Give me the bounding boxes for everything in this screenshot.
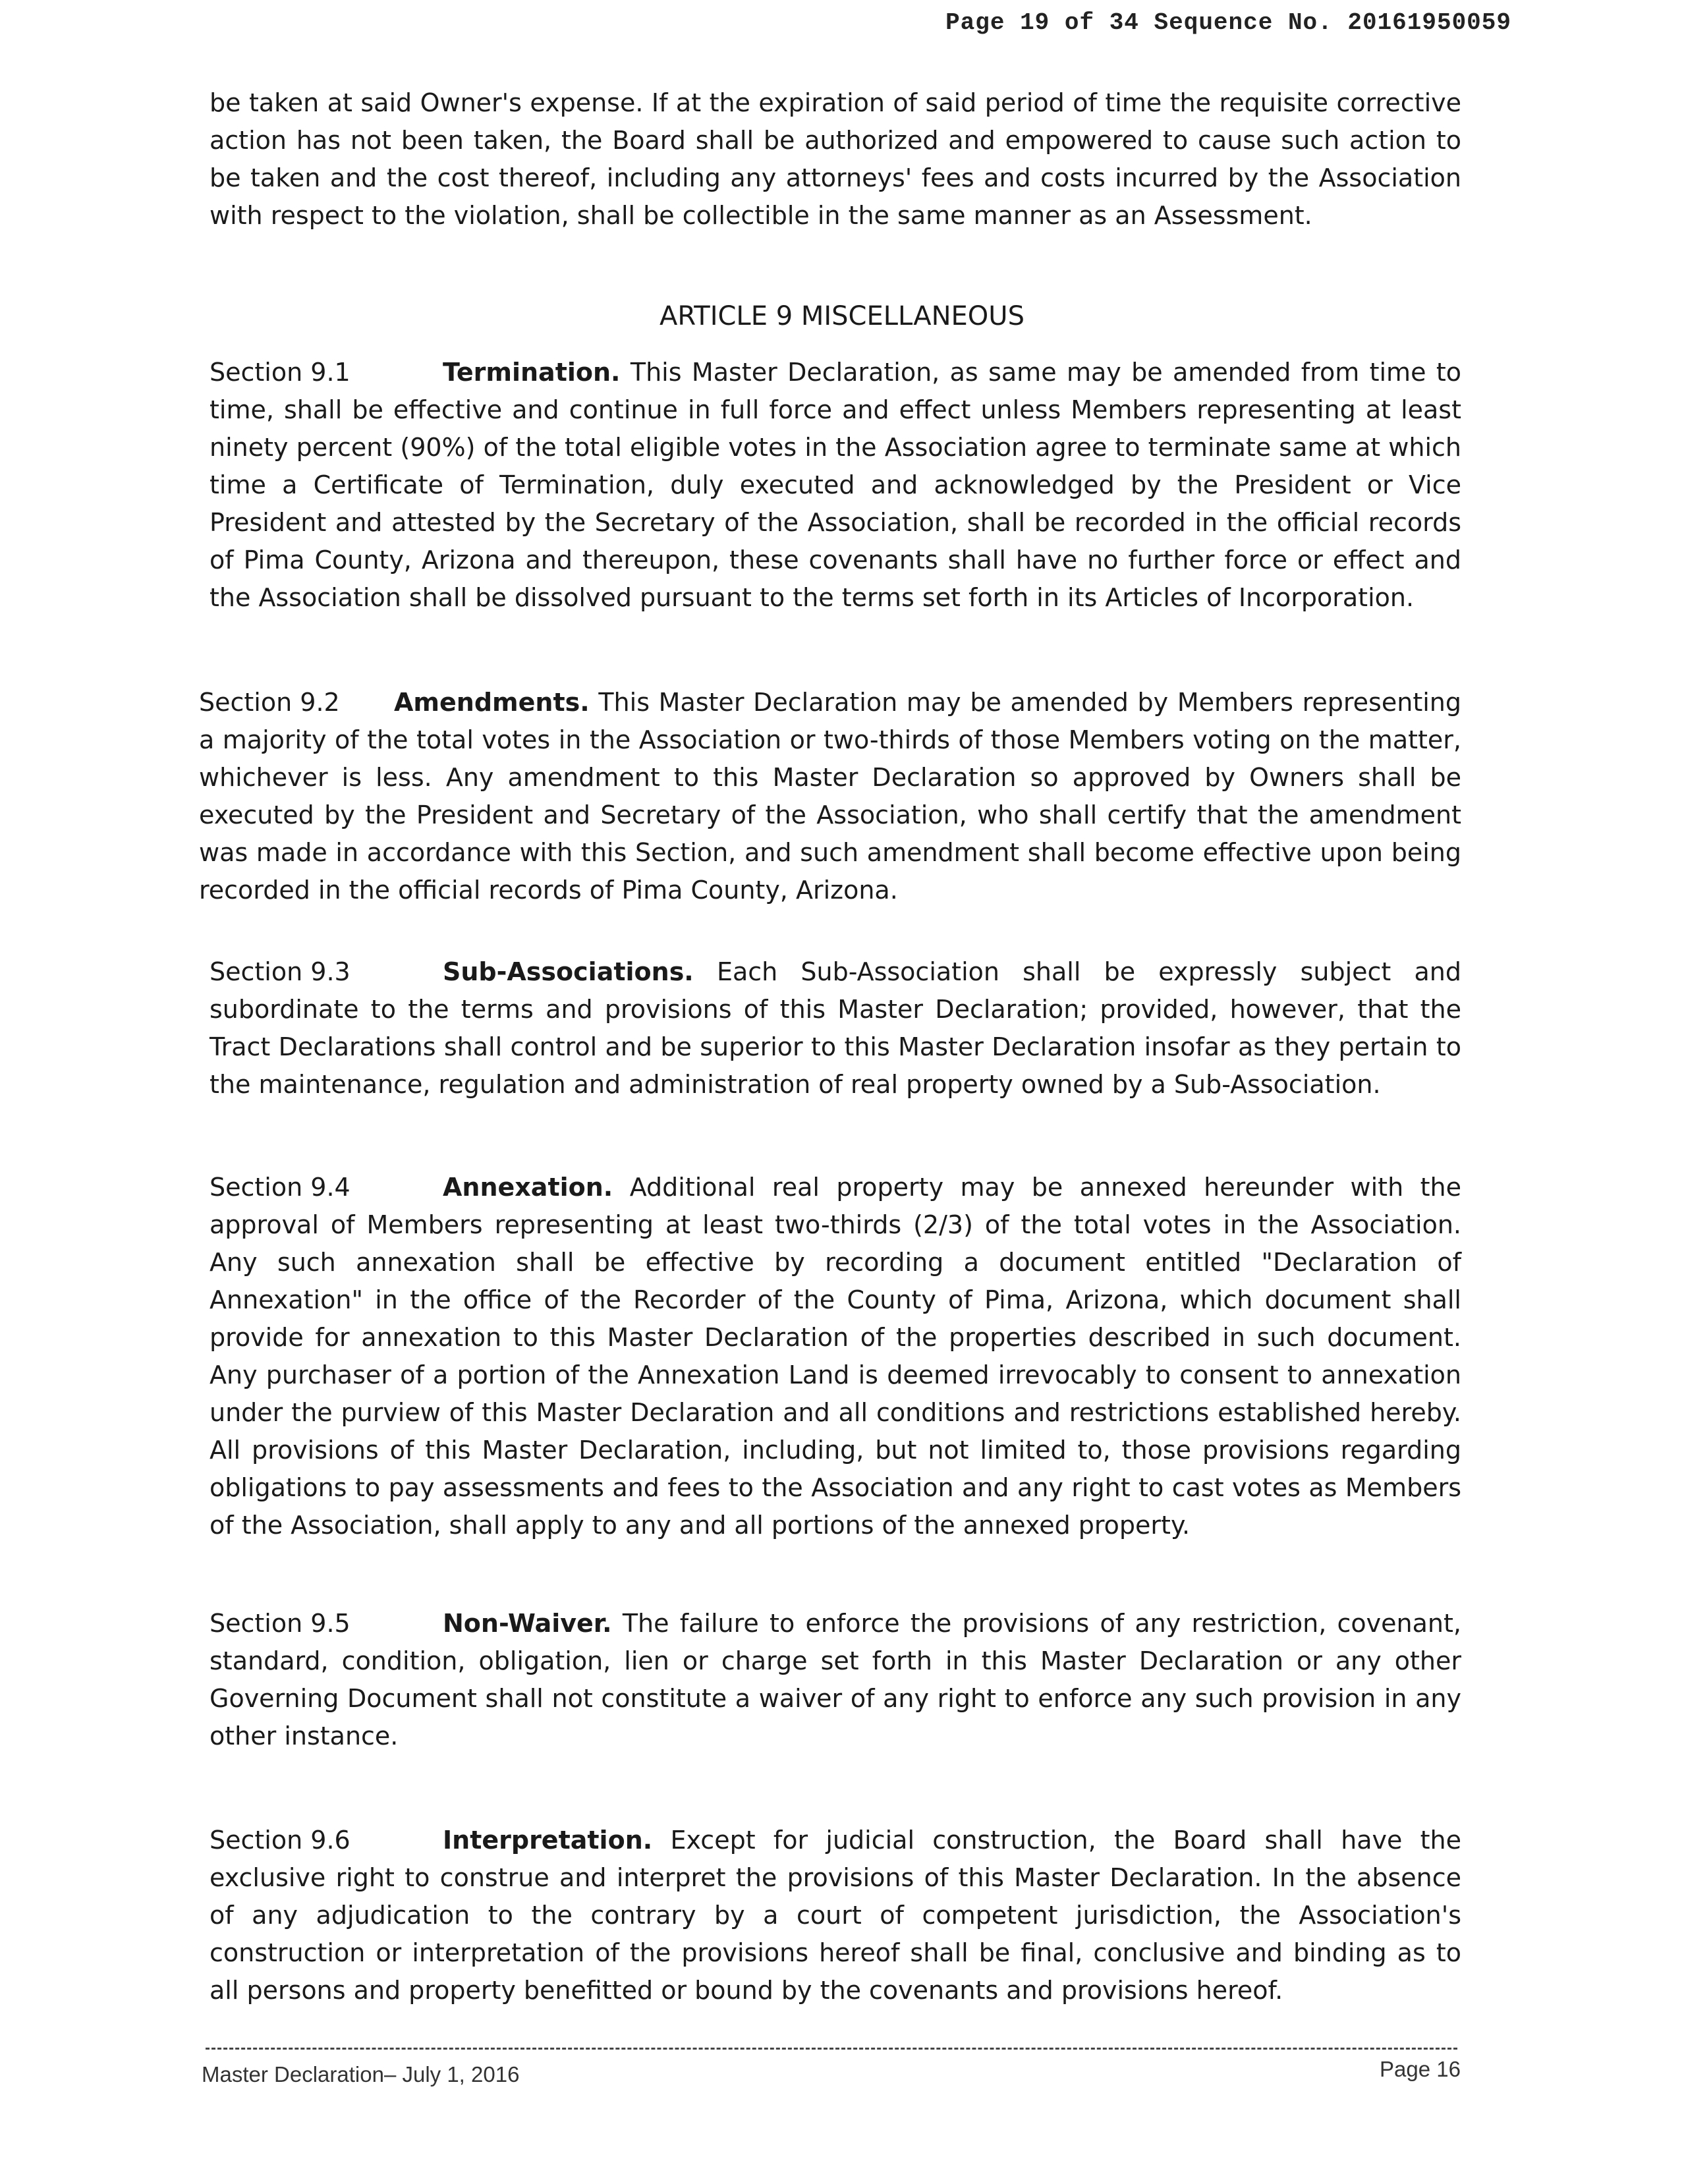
section-body: The failure to enforce the provisions of any restriction, covenant, standard, condition, obligation, lien or charge set forth in this Master Declaration or any other Governing Document shall not constitute a waiver of any right to enforce any such provision in any other instance.: [210, 1609, 1461, 1750]
section-number: Section 9.4: [210, 1173, 351, 1202]
section-title: Amendments.: [394, 688, 590, 717]
section-9-1: [210, 354, 1461, 617]
section-number: Section 9.1: [210, 358, 351, 387]
section-title: Annexation.: [443, 1173, 613, 1202]
section-body: Except for judicial construction, the Board shall have the exclusive right to construe and interpret the provisions of this Master Declaration. In the absence of any adjudication to the contrary by a court of competent jurisdiction, the Association's construction or interpretation of the provisions hereof shall be final, conclusive and binding as to all persons and property benefitted or bound by the covenants and provisions hereof.: [210, 1826, 1461, 2005]
section-title: Termination.: [443, 358, 621, 387]
footer-page-number: Page 16: [1380, 2057, 1461, 2081]
section-9-3: [210, 953, 1461, 1104]
section-body: Each Sub-Association shall be expressly subject and subordinate to the terms and provisions of this Master Declaration; provided, however, that the Tract Declarations shall control and be superior to this Master Declaration insofar as they pertain to the maintenance, regulation and administration of real property owned by a Sub-Association.: [210, 957, 1461, 1099]
section-9-2: [199, 684, 1461, 909]
section-title: Sub-Associations.: [443, 957, 694, 986]
section-body: This Master Declaration may be amended by Members representing a majority of the total votes in the Association or two-thirds of those Members voting on the matter, whichever is less. Any amendment to this Master Declaration so approved by Owners shall be executed by the President and Secretary of the Association, who shall certify that the amendment was made in accordance with this Section, and such amendment shall become effective upon being recorded in the official records of Pima County, Arizona.: [199, 688, 1461, 905]
section-number: Section 9.2: [199, 688, 340, 717]
section-number: Section 9.5: [210, 1609, 351, 1638]
footer-document-title: Master Declaration– July 1, 2016: [202, 2062, 520, 2086]
section-title: Interpretation.: [443, 1826, 653, 1855]
recording-stamp: Page 19 of 34 Sequence No. 20161950059: [945, 9, 1511, 36]
section-9-5: [210, 1605, 1461, 1755]
footer-divider: [206, 2048, 1457, 2050]
section-body: This Master Declaration, as same may be amended from time to time, shall be effective and continue in full force and effect unless Members representing at least ninety percent (90%) of the total eligible votes in the Association agree to terminate same at which time a Certificate of Termination, duly executed and acknowledged by the President or Vice President and attested by the Secretary of the Association, shall be recorded in the official records of Pima County, Arizona and thereupon, these covenants shall have no further force or effect and the Association shall be dissolved pursuant to the terms set forth in its Articles of Incorporation.: [210, 358, 1461, 612]
section-number: Section 9.3: [210, 957, 351, 986]
section-body: Additional real property may be annexed hereunder with the approval of Members representing at least two-thirds (2/3) of the total votes in the Association. Any such annexation shall be effective by recording a document entitled "Declaration of Annexation" in the office of the Recorder of the County of Pima, Arizona, which document shall provide for annexation to this Master Declaration of the properties described in such document. Any purchaser of a portion of the Annexation Land is deemed irrevocably to consent to annexation under the purview of this Master Declaration and all conditions and restrictions established hereby. All provisions of this Master Declaration, including, but not limited to, those provisions regarding obligations to pay assessments and fees to the Association and any right to cast votes as Members of the Association, shall apply to any and all portions of the annexed property.: [210, 1173, 1461, 1540]
section-number: Section 9.6: [210, 1826, 351, 1855]
section-9-4: [210, 1169, 1461, 1544]
section-title: Non-Waiver.: [443, 1609, 612, 1638]
section-9-6: [210, 1822, 1461, 2009]
intro-paragraph: be taken at said Owner's expense. If at the expiration of said period of time the requisite corrective action has not been taken, the Board shall be authorized and empowered to cause such action to be taken and the cost thereof, including any attorneys' fees and costs incurred by the Association with respect to the violation, shall be collectible in the same manner as an Assessment.: [210, 88, 1461, 230]
article-heading: ARTICLE 9 MISCELLANEOUS: [660, 301, 1024, 331]
